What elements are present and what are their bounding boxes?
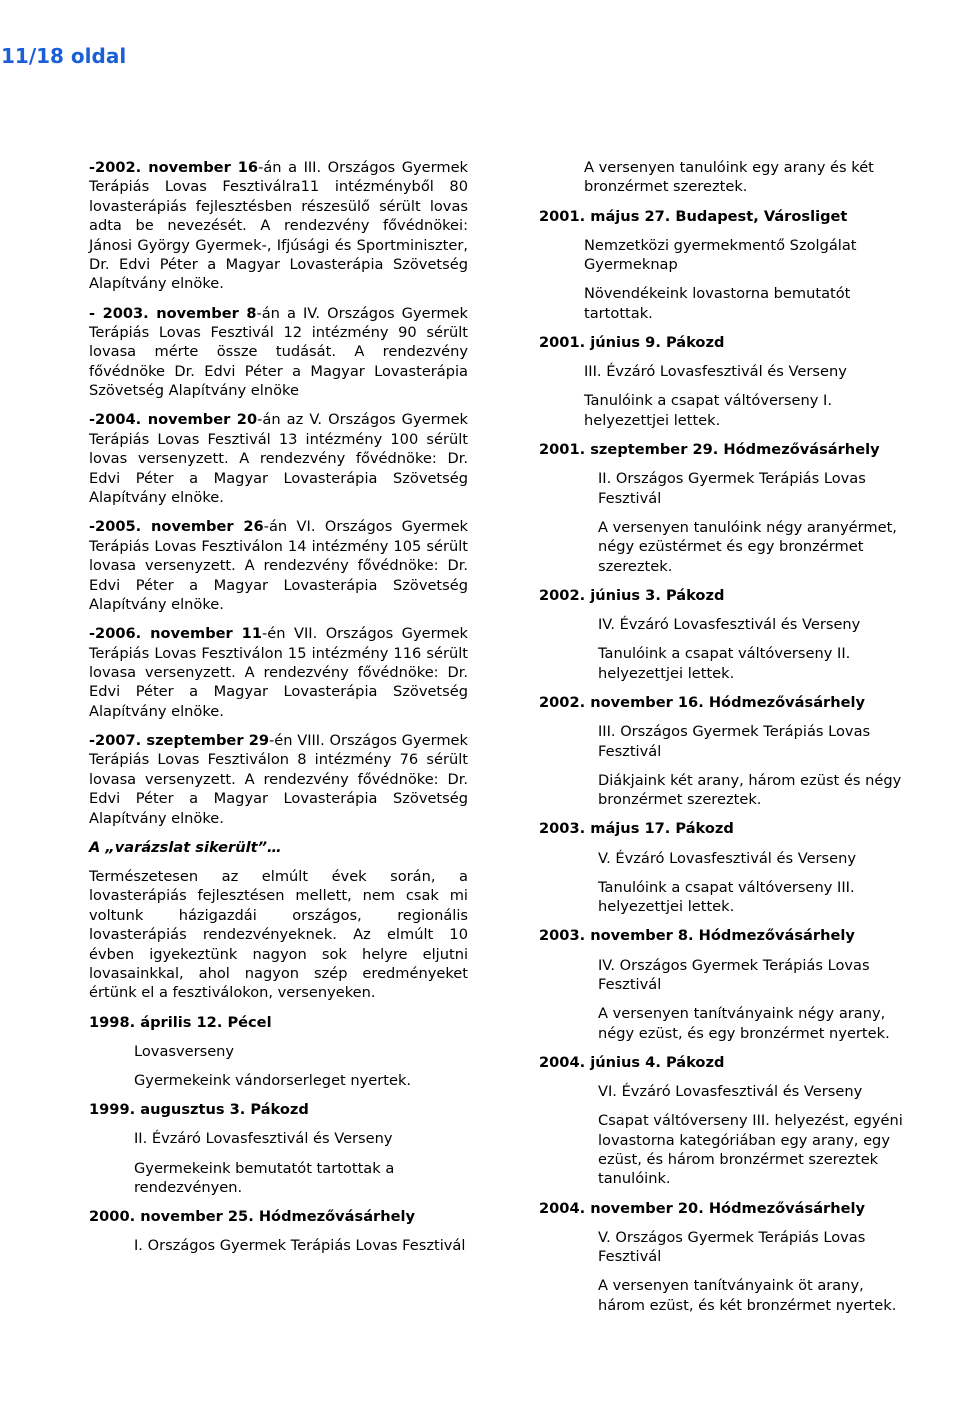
result-date-heading: 1998. április 12. Pécel [89,1013,272,1031]
section-subheading: A „varázslat sikerült”… [89,838,282,856]
result-date-heading: 1999. augusztus 3. Pákozd [89,1101,309,1119]
result-detail-line: Diákjaink két arany, három ezüst és négy bronzérmet szereztek. [598,771,902,809]
festival-event-paragraph [89,304,468,401]
event-description: -án a IV. Országos Gyermek Terápiás Lovas Fesztivál 12 intézmény 90 sérült lovasa mérte össze tudását. A rendezvény fővédnöke Dr. Edvi Péter a Magyar Lovasterápia Szövetség Alapítvány elnöke [89,304,468,400]
festival-event-paragraph [89,158,468,294]
result-detail-line: A versenyen tanulóink négy aranyérmet, négy ezüstérmet és egy bronzérmet szereztek. [598,518,897,575]
festival-event-paragraph [89,517,468,614]
result-detail-line: IV. Országos Gyermek Terápiás Lovas Fesztivál [598,956,870,993]
result-detail-line: Gyermekeink bemutatót tartottak a rendezvényen. [134,1159,395,1197]
result-detail-line: Növendékeink lovastorna bemutatót tartottak. [584,285,851,322]
intro-paragraph: Természetesen az elmúlt évek során, a lovasterápiás fejlesztésen mellett, nem csak mi voltunk házigazdái országos, regionális lovasterápiás rendezvényeknek. Az elmúlt 10 évben igyekeztünk nagyon sok helyre eljutni lovasainkkal, ahol nagyon szép eredményeket értünk el a fesztiválokon, versenyeken. [89,867,468,1002]
result-date-heading: 2004. november 20. Hódmezővásárhely [539,1199,866,1217]
result-date-heading: 2003. május 17. Pákozd [539,820,734,838]
festival-event-list [89,158,468,828]
event-description: -án az V. Országos Gyermek Terápiás Lovas Fesztivál 13 intézmény 100 sérült lovas versenyzett. A rendezvény fővédnöke: Dr. Edvi Péter a Magyar Lovasterápia Szövetség Alapítvány elnöke. [89,411,468,507]
left-column [89,158,468,1266]
result-detail-line: VI. Évzáró Lovasfesztivál és Verseny [598,1082,863,1100]
event-description: -án VI. Országos Gyermek Terápiás Lovas Fesztiválon 14 intézmény 105 sérült lovasa versenyzett. A rendezvény fővédnöke: Dr. Edvi Péter a Magyar Lovasterápia Szövetség Alapítvány elnöke. [89,518,468,613]
event-date: -2005. november 26 [89,518,264,536]
result-detail-line: III. Évzáró Lovasfesztivál és Verseny [584,363,847,381]
result-date-heading: 2002. június 3. Pákozd [539,586,725,604]
result-date-heading: 2001. június 9. Pákozd [539,334,725,352]
event-description: -én VIII. Országos Gyermek Terápiás Lovas Fesztiválon 8 intézmény 76 sérült lovasa versenyzett. A rendezvény fővédnöke: Dr. Edvi Péter a Magyar Lovasterápia Szövetség Alapítvány elnöke. [89,731,468,827]
festival-event-paragraph [89,624,468,721]
result-detail-line: Nemzetközi gyermekmentő Szolgálat Gyermeknap [584,236,857,274]
continued-result-line: A versenyen tanulóink egy arany és két bronzérmet szereztek. [584,159,874,196]
result-detail-line: A versenyen tanítványaink öt arany, három ezüst, és két bronzérmet nyertek. [598,1277,897,1314]
result-detail-line: Lovasverseny [134,1042,235,1060]
right-column [539,158,911,1325]
result-detail-line: III. Országos Gyermek Terápiás Lovas Fesztivál [598,723,871,760]
result-detail-line: Csapat váltóverseny III. helyezést, egyéni lovastorna kategóriában egy arany, egy ezüst, és három bronzérmet szereztek tanulóink. [598,1112,903,1188]
result-detail-line: A versenyen tanítványaink négy arany, négy ezüst, és egy bronzérmet nyertek. [598,1005,890,1042]
result-date-heading: 2001. szeptember 29. Hódmezővásárhely [539,441,880,459]
festival-event-paragraph [89,410,468,507]
result-detail-line: Gyermekeink vándorserleget nyertek. [134,1072,412,1090]
result-date-heading: 2001. május 27. Budapest, Városliget [539,207,848,225]
result-detail-line: Tanulóink a csapat váltóverseny III. helyezettjei lettek. [598,878,855,916]
result-detail-line: Tanulóink a csapat váltóverseny I. helyezettjei lettek. [584,392,832,429]
result-detail-line: II. Évzáró Lovasfesztivál és Verseny [134,1130,393,1148]
results-list-right [539,207,911,1316]
result-detail-line: V. Évzáró Lovasfesztivál és Verseny [598,849,857,867]
page-number-header: 11/18 oldal [1,44,127,68]
results-list-left [89,1013,468,1256]
event-description: -án a III. Országos Gyermek Terápiás Lovas Fesztiválra11 intézményből 80 lovasterápiás fejlesztésben részesülő sérült lovas adta be nevezését. A rendezvény fővédnökei: Jánosi György Gyermek-, Ifjúsági és Sportminiszter, Dr. Edvi Péter a Magyar Lovasterápia Szövetség Alapítvány elnöke. [89,159,469,293]
event-date: -2004. november 20 [89,411,258,429]
result-detail-line: V. Országos Gyermek Terápiás Lovas Fesztivál [598,1228,866,1266]
event-date: -2006. november 11 [89,625,262,643]
result-detail-line: II. Országos Gyermek Terápiás Lovas Fesztivál [598,470,866,507]
result-date-heading: 2000. november 25. Hódmezővásárhely [89,1208,416,1226]
festival-event-paragraph [89,731,468,828]
event-date: -2007. szeptember 29 [89,731,269,749]
result-detail-line: IV. Évzáró Lovasfesztivál és Verseny [598,616,861,634]
event-date: - 2003. november 8 [89,304,257,322]
result-date-heading: 2004. június 4. Pákozd [539,1053,725,1071]
result-detail-line: Tanulóink a csapat váltóverseny II. helyezettjei lettek. [598,645,851,682]
event-description: -én VII. Országos Gyermek Terápiás Lovas Fesztiválon 15 intézmény 116 sérült lovasa versenyzett. A rendezvény fővédnöke: Dr. Edvi Péter a Magyar Lovasterápia Szövetség Alapítvány elnöke. [89,625,468,720]
result-date-heading: 2002. november 16. Hódmezővásárhely [539,693,866,711]
result-date-heading: 2003. november 8. Hódmezővásárhely [539,927,855,945]
result-detail-line: I. Országos Gyermek Terápiás Lovas Fesztivál [134,1237,466,1255]
event-date: -2002. november 16 [89,159,259,176]
